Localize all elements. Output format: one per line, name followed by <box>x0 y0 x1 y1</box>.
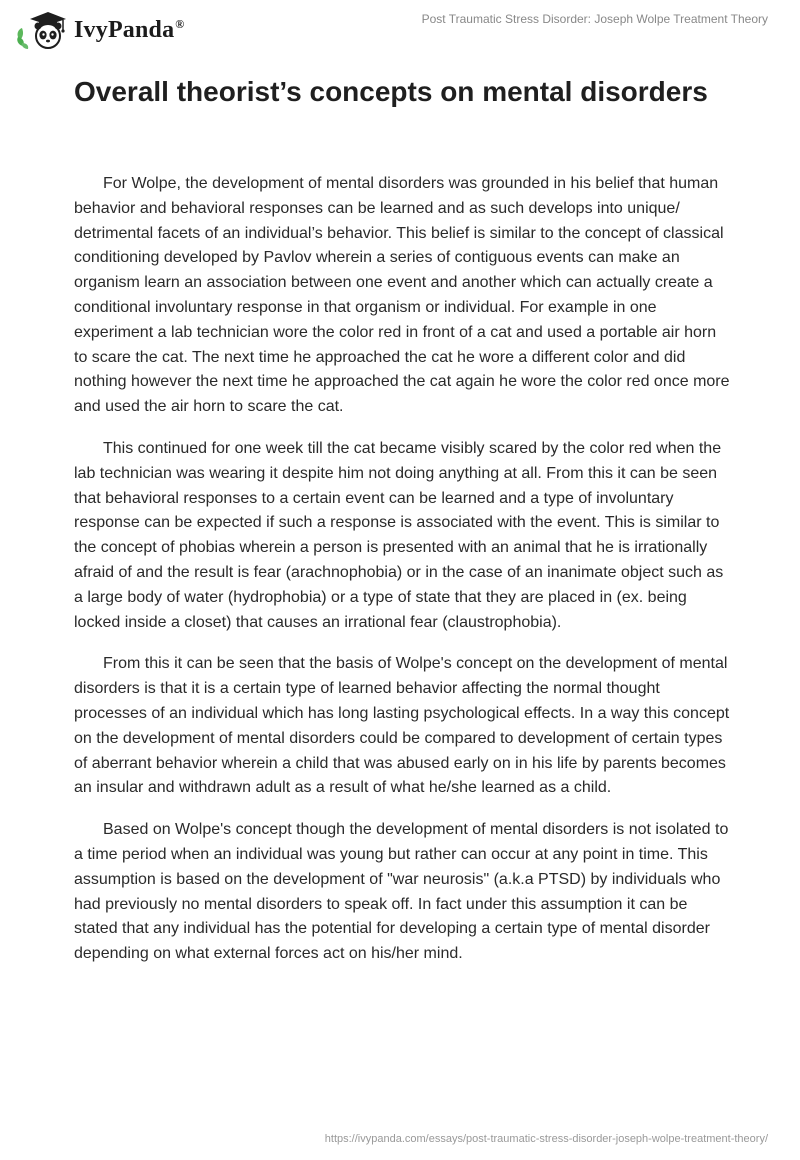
registered-mark: ® <box>175 16 185 31</box>
source-url-link[interactable]: https://ivypanda.com/essays/post-traumatic-stress-disorder-joseph-wolpe-treatment-theory/ <box>324 1133 768 1145</box>
document-title: Post Traumatic Stress Disorder: Joseph Wolpe Treatment Theory <box>421 12 768 26</box>
ivypanda-logo[interactable] <box>14 10 184 50</box>
paragraph: This continued for one week till the cat became visibly scared by the color red when the lab technician was wearing it despite him not doing anything at all. From this it can be seen that behavioral responses to a certain event can be learned and a type of involuntary response can be expected if such a response is associated with the event. This is similar to the concept of phobias wherein a person is presented with an animal that he is irrationally afraid of and the result is fear (arachnophobia) or in the case of an inanimate object such as a large body of water (hydrophobia) or a type of state that they are placed in (ex. being locked inside a closet) that causes an irrational fear (claustrophobia). <box>74 439 724 631</box>
paragraph: For Wolpe, the development of mental disorders was grounded in his belief that human behavior and behavioral responses can be learned and as such develops into unique/ detrimental facets of an individual’s behavior. This belief is similar to the concept of classical conditioning developed by Pavlov wherein a series of contiguous events can make an organism learn an association between one event and another which can actually create a conditional involuntary response in that organism or individual. For example in one experiment a lab technician wore the color red in front of a cat and used a portable air horn to scare the cat. The next time he approached the cat he wore a different color and did nothing however the next time he approached the cat again he wore the color red once more and used the air horn to scare the cat. <box>74 175 730 416</box>
panda-graduate-icon <box>14 10 70 50</box>
paragraph: From this it can be seen that the basis of Wolpe's concept on the development of mental disorders is that it is a certain type of learned behavior affecting the normal thought processes of an individual which has long lasting psychological effects. In a way this concept on the development of mental disorders could be compared to development of certain types of aberrant behavior wherein a child that was abused early on in his life by parents becomes an insular and withdrawn adult as a result of what he/she learned as a child. <box>74 655 730 797</box>
article-body <box>74 172 730 984</box>
brand-name: IvyPanda® <box>74 16 185 43</box>
page-header <box>0 0 800 60</box>
section-heading: Overall theorist’s concepts on mental disorders <box>74 76 708 107</box>
paragraph: Based on Wolpe's concept though the development of mental disorders is not isolated to a time period when an individual was young but rather can occur at any point in time. This assumption is based on the development of "war neurosis" (a.k.a PTSD) by individuals who had previously no mental disorders to speak off. In fact under this assumption it can be stated that any individual has the potential for developing a certain type of mental disorder depending on what external forces act on his/her mind. <box>74 821 729 963</box>
